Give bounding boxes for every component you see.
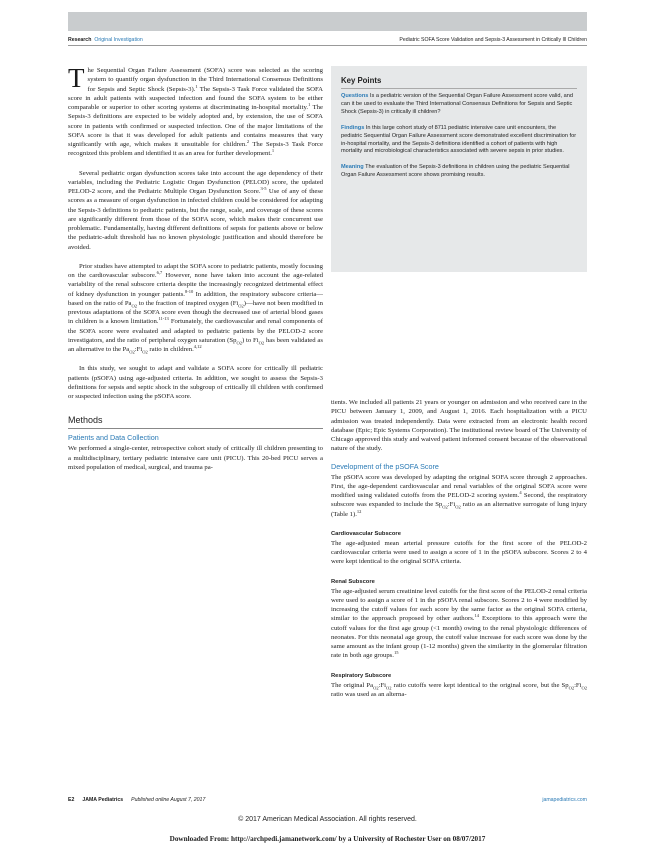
download-notice: Downloaded From: http://archpedi.jamanetwork.com/ by a University of Rochester User on 08/07/2017: [169, 835, 486, 843]
ref: 4,12: [193, 343, 202, 349]
intro-paragraph: The Sequential Organ Failure Assessment (SOFA) score was selected as the scoring system to quantify organ dysfunction in the Third International Consensus Definitions for Sepsis and Septic Shock (Sepsis-3).$^1$ The Sepsis-3 Task Force validated the SOFA score in adult patients with suspected infection and found the SOFA system to be either comparable or superior to other scoring systems at discriminating in-hospital mortality.$^1$ The Sepsis-3 definitions are expected to be widely adopted and, by extension, the use of SOFA score in patients with confirmed or suspected infection. One of the major limitations of the SOFA score is that it was developed for adult patients and contains measures that vary significantly with age, which makes it unsuitable for children.$^2$ The Sepsis-3 Task Force recognized this problem and identified it as an area for further development.$^1$: [68, 63, 324, 158]
body-paragraph: The pSOFA score was developed by adapting the original SOFA score through 2 approaches. First, the age-dependent cardiovascular and renal variables of the original SOFA score were modified using validated cutoffs from the PELOD-2 scoring system.$^4$ Second, the respiratory subscore was expanded to include the $Sp_{O2}:Fi_{O2}$ ratio as an alternative surrogate of lung injury (Table 1).$^{12}$: [331, 473, 587, 518]
ref: 12: [356, 508, 362, 514]
patients-heading: Patients and Data Collection: [68, 433, 159, 443]
drop-cap: T: [68, 63, 85, 93]
respiratory-heading: Respiratory Subscore: [331, 672, 392, 679]
ref: 1: [271, 148, 275, 154]
methods-heading: Methods: [68, 415, 103, 426]
key-points-box: [331, 66, 587, 272]
body-paragraph: tients. We included all patients 21 years or younger on admission and who received care in the PICU between January 1, 2009, and August 1, 2016. Each hospitalization with a PICU admission was treated independently. Data were extracted from an electronic health record database (Epic; Epic Systems Corporation). The institutional review board of The University of Chicago approved this study and waived patient informed consent because of the observational nature of the study.: [331, 399, 587, 453]
section-label: [68, 37, 143, 43]
key-points-rule: [341, 88, 577, 89]
right-column: [331, 398, 587, 699]
body-paragraph: Several pediatric organ dysfunction scores take into account the age dependency of their variables, including the Pediatric Logistic Organ Dysfunction (PELOD) score, the updated PELOD-2 score, and the Pediatric Multiple Organ Dysfunction Score.$^{3-5}$ Use of any of these scores as a measure of organ dysfunction in infected children could be considered for adapting the Sepsis-3 definitions to pediatric patients, but the range, scale, and coverage of these scores are significantly different from those of the SOFA score, which makes their concurrent use problematic. Fundamentally, having different definitions of sepsis for patients above or below the pediatric-adult threshold has no known physiologic justification and should therefore be avoided.: [68, 169, 323, 251]
cardiovascular-heading: Cardiovascular Subscore: [331, 530, 401, 537]
body-paragraph: We performed a single-center, retrospective cohort study of critically ill children presenting to a multidisciplinary, tertiary pediatric intensive care unit (PICU). This 20-bed PICU serves a mixed population of medical, surgical, and trauma pa-: [68, 445, 323, 471]
heading-rule: [68, 428, 323, 429]
journal-site-link[interactable]: jamapediatrics.com: [542, 797, 587, 803]
page-number: E2: [68, 797, 75, 803]
publication-date: Published online August 7, 2017: [131, 797, 206, 803]
ref: 11-13: [158, 316, 169, 322]
body-paragraph: Prior studies have attempted to adapt the SOFA score to pediatric patients, mostly focusing on the cardiovascular subscore.$^{6,7}$ However, none have taken into account the age-related variability of the renal subscore criteria despite the increasingly recognized detrimental effect of kidney dysfunction in younger patients.$^{8-10}$ In addition, the respiratory subscore criteria—based on the ratio of $Pa_{O2}$ to the fraction of inspired oxygen $(Fi_{O2})—have$ not been modified in previous adaptations of the SOFA score even though the decreased use of arterial blood gases in children is a known limitation.$^{11-13}$ Fortunately, the cardiovascular and renal components of the SOFA score were evaluated and adapted to pediatric patients by the PELOD-2 score investigators, and the ratio of peripheral oxygen saturation $(Sp_{O2})$ to $Fi_{O2}$ has been validated as an alternative to the $Pa_{O2}:Fi_{O2}$ ratio in children.$^{4,12}$: [68, 262, 324, 355]
section-name: Research: [68, 37, 92, 43]
copyright-notice: © 2017 American Medical Association. All rights reserved.: [238, 816, 417, 823]
body-paragraph: The age-adjusted serum creatinine level cutoffs for the first score of the PELOD-2 renal criteria were used to assign a score of 1 in the pSOFA renal subscore. Scores 2 to 4 were modified by increasing the cutoff values for each score by the same factor as the original SOFA criteria, similar to the approach proposed by other authors.$^{14}$ Exceptions to this approach were the cutoff values for the first age group (<1 month) owing to the renal physiologic differences of neonates. For this neonatal age group, the cutoff value increase for each score was done by the same amount as the infant group (1-12 months) given the similarity in the glomerular filtration rate in both age groups.$^{15}$: [331, 587, 587, 660]
development-heading: Development of the pSOFA Score: [331, 461, 439, 471]
ref: 4: [519, 489, 522, 495]
ref: 14: [474, 613, 479, 619]
running-title: Pediatric SOFA Score Validation and Sepsis-3 Assessment in Critically Ill Children: [399, 37, 587, 43]
renal-heading: Renal Subscore: [331, 578, 375, 585]
ref: 1: [195, 83, 198, 89]
key-point-findings: Findings In this large cohort study of 8711 pediatric intensive care unit encounters, the pediatric Sequential Organ Failure Assessment score demonstrated excellent discrimination for in-hospital mortality, and the Sepsis-3 definitions identified a cohort of patients with high mortality and microbiological characteristics associated with severe sepsis in prior studies.: [341, 124, 577, 155]
header-band: [68, 12, 587, 31]
body-paragraph: The original $Pa_{O2}:Fi_{O2}$ ratio cutoffs were kept identical to the original score, but the $Sp_{O2}:Fi_{O2}$ ratio was used as an alterna-: [331, 681, 588, 698]
ref: 15: [393, 650, 399, 656]
key-point-meaning: Meaning The evaluation of the Sepsis-3 definitions in children using the pediatric Sequential Organ Failure Assessment score shows promising results.: [341, 164, 570, 179]
left-column: [68, 63, 324, 472]
body-paragraph: The age-adjusted mean arterial pressure cutoffs for the first score of the PELOD-2 cardiovascular criteria were used to assign a score of 1 in the pSOFA subscore. Scores 2 to 4 were kept identical to the original SOFA criteria.: [331, 539, 587, 566]
ref: 2: [246, 138, 250, 144]
ref: 3-5: [260, 185, 267, 191]
body-paragraph: In this study, we sought to adapt and validate a SOFA score for critically ill pediatric patients (pSOFA) using age-adjusted criteria. In addition, we sought to assess the Sepsis-3 definitions for sepsis and septic shock in the subgroup of critically ill children with confirmed or suspected infection using the pSOFA score.: [68, 365, 323, 400]
key-points-title: Key Points: [341, 76, 382, 85]
section-type: Original Investigation: [94, 37, 143, 43]
journal-name: JAMA Pediatrics: [82, 797, 124, 803]
ref: 8-10: [184, 288, 194, 294]
key-point-question: Questions Is a pediatric version of the Sequential Organ Failure Assessment score valid, and can it be used to evaluate the Third International Consensus Definitions for Sepsis and Septic Shock (Sepsis-3) in critically ill children?: [341, 93, 573, 115]
header-rule: [68, 45, 587, 46]
ref: 1: [308, 101, 311, 107]
ref: 6,7: [156, 269, 163, 275]
